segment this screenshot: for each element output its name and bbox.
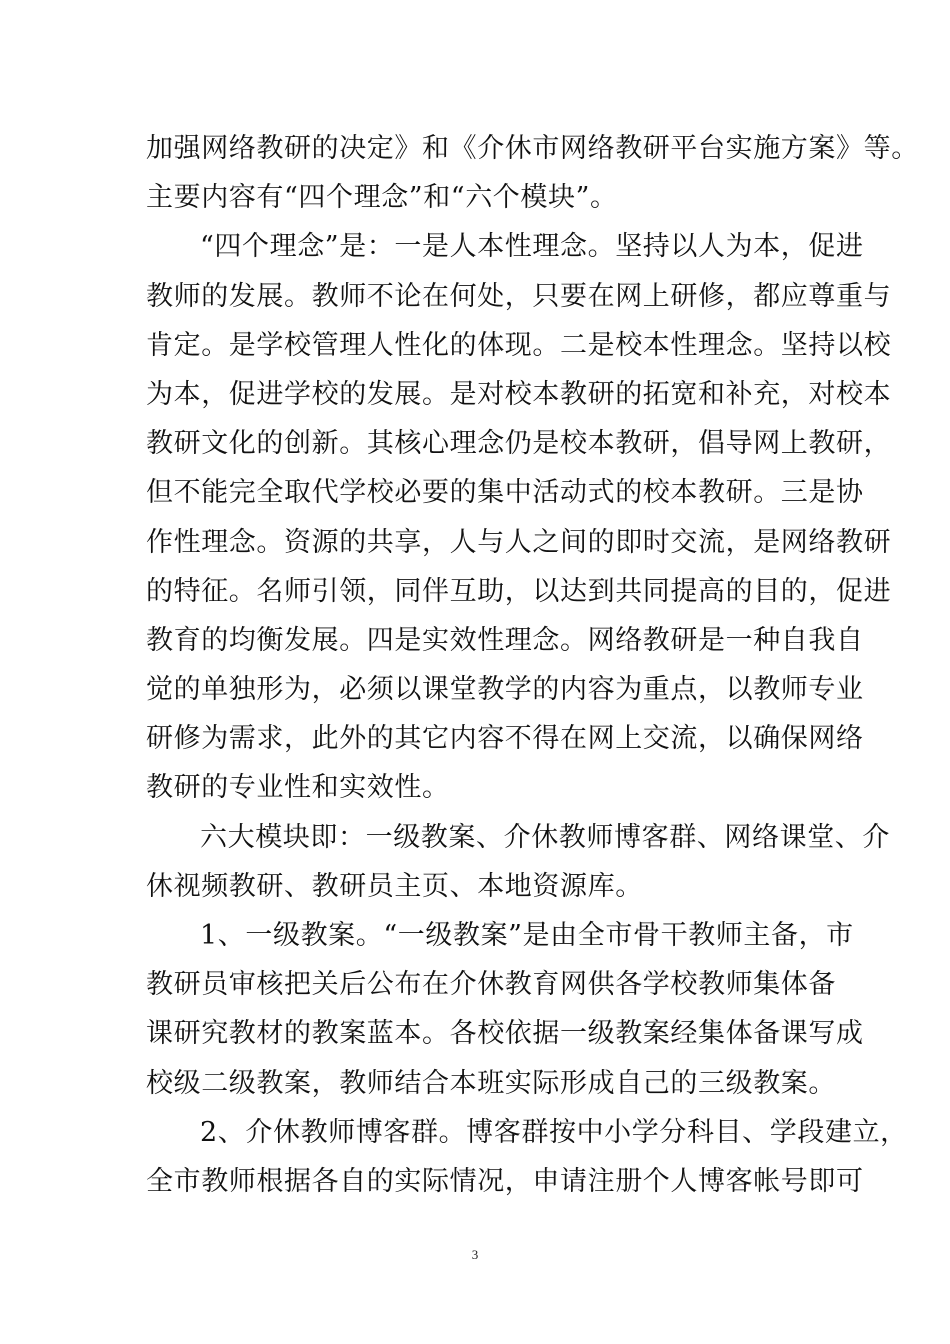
text-line: 六大模块即：一级教案、介休教师博客群、网络课堂、介 (200, 821, 890, 853)
text-line: “四个理念”是：一是人本性理念。坚持以人为本，促进 (200, 231, 864, 263)
text-line: 教研文化的创新。其核心理念仍是校本教研，倡导网上教研， (146, 428, 892, 460)
page-number: 3 (471, 1247, 479, 1262)
text-line: 的特征。名师引领，同伴互助，以达到共同提高的目的，促进 (146, 575, 892, 607)
text-line: 校级二级教案，教师结合本班实际形成自己的三级教案。 (146, 1067, 836, 1099)
text-line: 觉的单独形为，必须以课堂教学的内容为重点，以教师专业 (146, 674, 864, 706)
text-line: 教研员审核把关后公布在介休教育网供各学校教师集体备 (146, 969, 836, 1001)
text-line: 1、一级教案。“一级教案”是由全市骨干教师主备，市 (200, 920, 854, 951)
text-line: 研修为需求，此外的其它内容不得在网上交流，以确保网络 (146, 723, 864, 755)
text-line: 为本，促进学校的发展。是对校本教研的拓宽和补充，对校本 (146, 378, 892, 410)
text-line: 主要内容有“四个理念”和“六个模块”。 (146, 182, 618, 214)
text-line: 2、介休教师博客群。博客群按中小学分科目、学段建立， (200, 1116, 908, 1148)
body-text (146, 124, 919, 1206)
text-line: 肯定。是学校管理人性化的体现。二是校本性理念。坚持以校 (146, 329, 892, 361)
text-line: 但不能完全取代学校必要的集中活动式的校本教研。三是协 (146, 477, 864, 509)
text-line: 作性理念。资源的共享，人与人之间的即时交流，是网络教研 (146, 526, 892, 558)
text-line: 课研究教材的教案蓝本。各校依据一级教案经集体备课写成 (146, 1018, 864, 1050)
text-line: 休视频教研、教研员主页、本地资源库。 (146, 870, 643, 902)
text-line: 教研的专业性和实效性。 (146, 772, 450, 804)
text-line: 教育的均衡发展。四是实效性理念。网络教研是一种自我自 (146, 624, 864, 656)
text-line: 全市教师根据各自的实际情况，申请注册个人博客帐号即可 (146, 1165, 864, 1197)
text-line: 教师的发展。教师不论在何处，只要在网上研修，都应尊重与 (146, 280, 892, 312)
text-line: 加强网络教研的决定》和《介休市网络教研平台实施方案》等。 (146, 133, 919, 164)
